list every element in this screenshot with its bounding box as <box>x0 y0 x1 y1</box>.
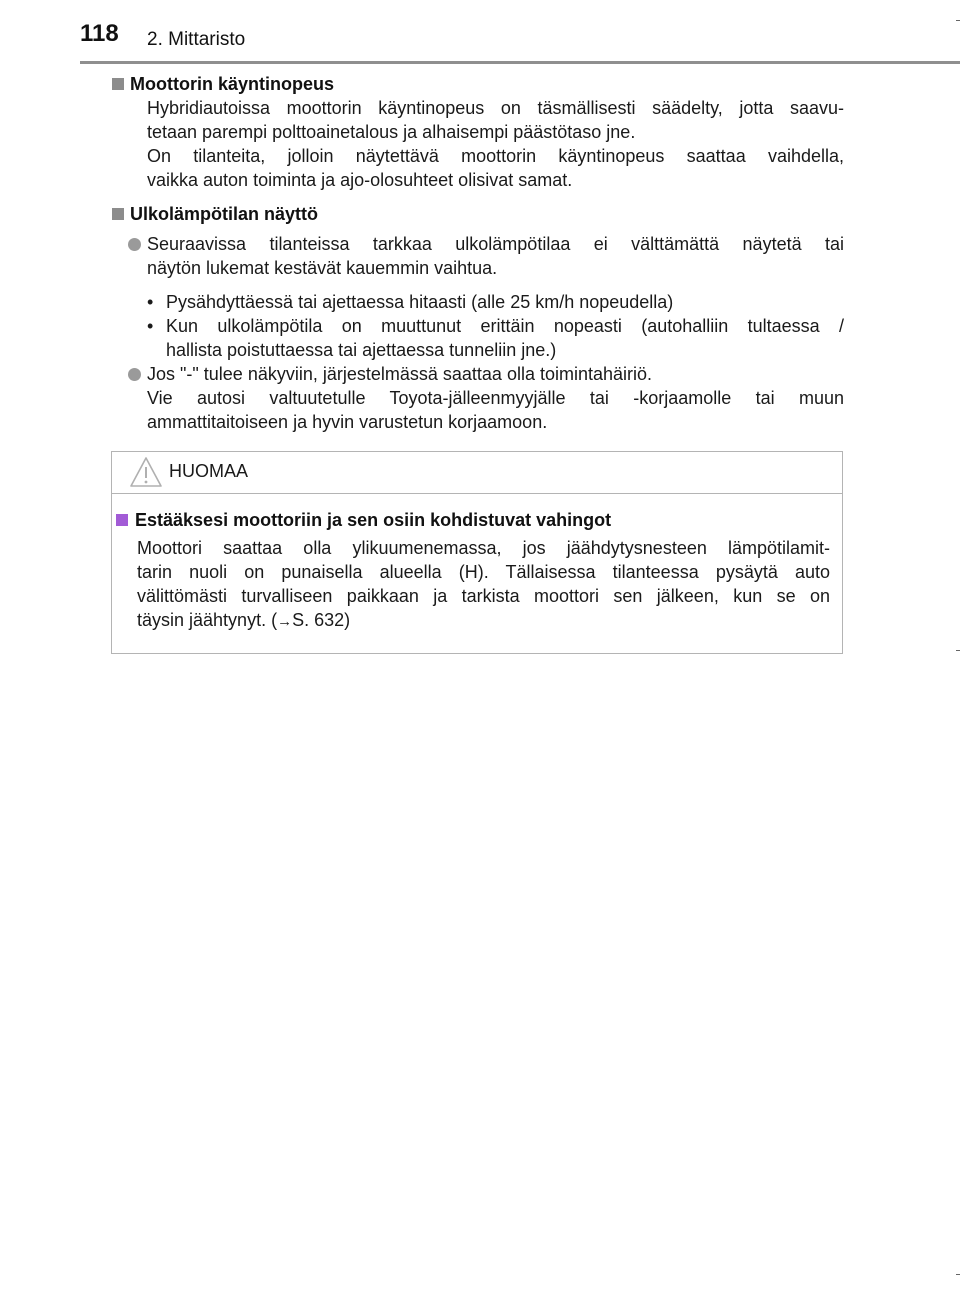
sub-bullet-item <box>110 290 844 314</box>
paragraph-engine-speed <box>110 96 844 192</box>
text-line: On tilanteita, jolloin näytettävä moottorin käyntinopeus saattaa vaihdella, <box>147 146 844 166</box>
text-line: Seuraavissa tilanteissa tarkkaa ulkolämpötilaa ei välttämättä näytetä tai <box>147 234 844 254</box>
notice-box <box>111 451 843 654</box>
text-line: Hybridiautoissa moottorin käyntinopeus on täsmällisesti säädelty, jotta saavu- <box>147 98 844 118</box>
crop-mark <box>956 20 960 21</box>
notice-paragraph <box>112 536 830 634</box>
heading-outside-temperature <box>110 202 844 226</box>
square-bullet-icon <box>116 514 128 526</box>
text-line <box>137 608 830 634</box>
heading-text: Ulkolämpötilan näyttö <box>130 204 319 224</box>
crop-mark <box>956 650 960 651</box>
sub-bullet-marker: • <box>147 292 154 312</box>
heading-engine-speed <box>110 72 844 96</box>
square-bullet-icon <box>112 78 124 90</box>
warning-triangle-icon <box>129 455 163 489</box>
crop-mark <box>956 1274 960 1275</box>
notice-heading <box>112 508 830 532</box>
text-line: Kun ulkolämpötila on muuttunut erittäin nopeasti (autohalliin tultaessa / <box>166 316 844 336</box>
circle-bullet-icon <box>128 368 141 381</box>
notice-body <box>112 508 830 634</box>
page-reference-link[interactable]: S. 632) <box>292 610 351 630</box>
square-bullet-icon <box>112 208 124 220</box>
text-line: Jos "-" tulee näkyviin, järjestelmässä saattaa olla toimintahäiriö. <box>147 364 653 384</box>
arrow-right-icon: → <box>277 613 293 630</box>
header-rule <box>80 61 960 64</box>
text-line: Pysähdyttäessä tai ajettaessa hitaasti (alle 25 km/h nopeudella) <box>166 292 674 312</box>
bullet-item <box>110 362 844 434</box>
text-fragment: täysin jäähtynyt. ( <box>137 610 278 630</box>
sub-bullet-item <box>110 314 844 362</box>
text-line: ammattitaitoiseen ja hyvin varustetun korjaamoon. <box>147 412 548 432</box>
sub-bullet-marker: • <box>147 316 154 336</box>
text-line: tarin nuoli on punaisella alueella (H). Tällaisessa tilanteessa pysäytä auto <box>137 562 830 582</box>
text-line: välittömästi turvalliseen paikkaan ja tarkista moottori sen jälkeen, kun se on <box>137 586 830 606</box>
heading-text: Estääksesi moottoriin ja sen osiin kohdistuvat vahingot <box>135 510 612 530</box>
bullet-item <box>110 232 844 280</box>
main-content <box>110 72 844 434</box>
text-line: tetaan parempi polttoainetalous ja alhaisempi päästötaso jne. <box>147 122 636 142</box>
text-line: Vie autosi valtuutetulle Toyota-jälleenmyyjälle tai -korjaamolle tai muun <box>147 388 844 408</box>
text-line: näytön lukemat kestävät kauemmin vaihtua. <box>147 258 498 278</box>
circle-bullet-icon <box>128 238 141 251</box>
notice-header <box>112 452 842 494</box>
text-line: vaikka auton toiminta ja ajo-olosuhteet olisivat samat. <box>147 170 573 190</box>
notice-title: HUOMAA <box>169 461 249 481</box>
page-number: 118 <box>80 20 119 47</box>
text-line: hallista poistuttaessa tai ajettaessa tunneliin jne.) <box>166 340 557 360</box>
text-line: Moottori saattaa olla ylikuumenemassa, jos jäähdytysnesteen lämpötilamit- <box>137 538 830 558</box>
heading-text: Moottorin käyntinopeus <box>130 74 334 94</box>
section-title: 2. Mittaristo <box>147 29 246 50</box>
